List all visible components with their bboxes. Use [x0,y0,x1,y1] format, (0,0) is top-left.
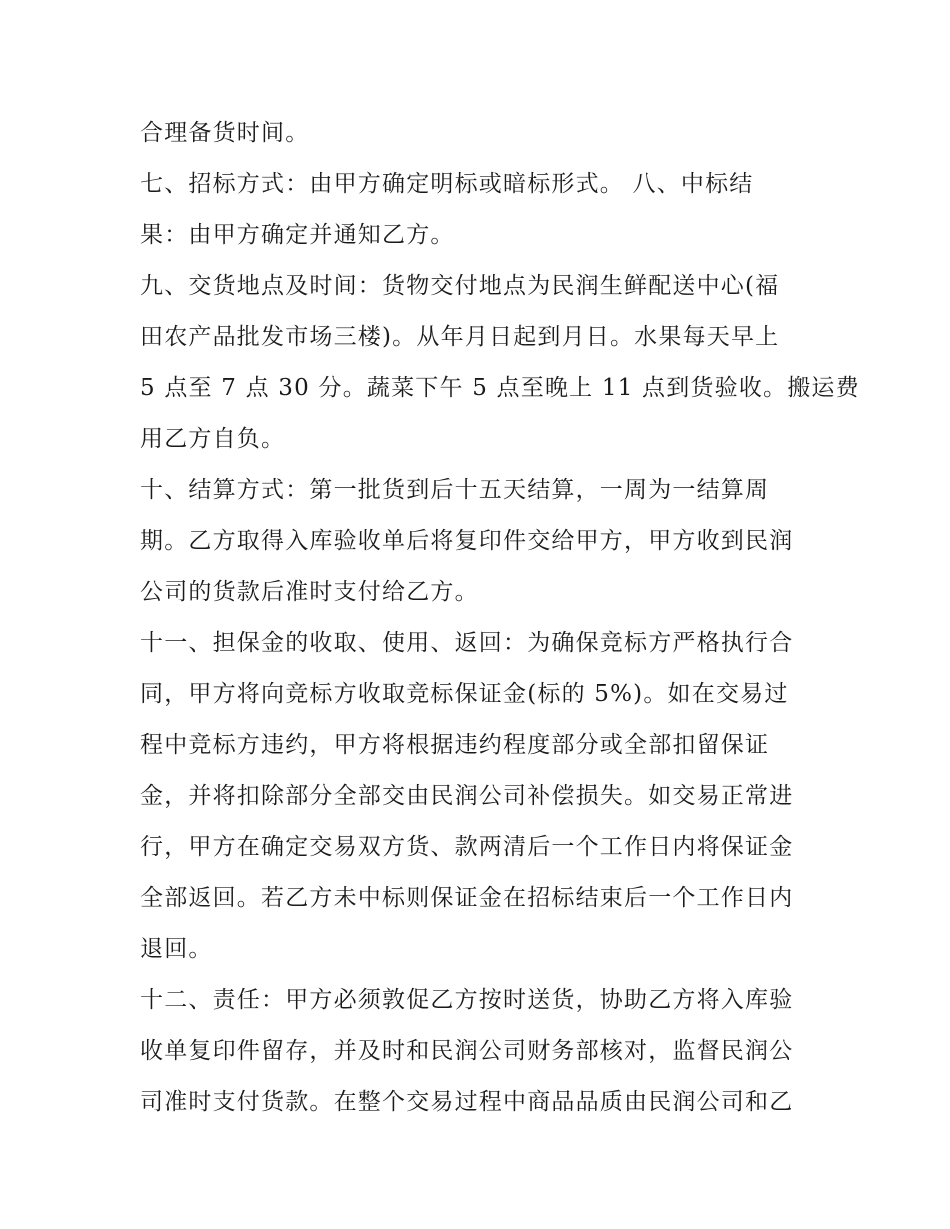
text-line: 司准时支付货款。在整个交易过程中商品品质由民润公司和乙 [140,1089,794,1115]
text-line: 行，甲方在确定交易双方货、款两清后一个工作日内将保证金 [140,834,794,860]
text-line: 田农产品批发市场三楼)。从年月日起到月日。水果每天早上 [140,324,780,350]
text-line: 十二、责任：甲方必须敦促乙方按时送货，协助乙方将入库验 [140,987,794,1013]
text-line: 程中竞标方违约，甲方将根据违约程度部分或全部扣留保证 [140,732,770,758]
text-line: 退回。 [140,936,213,962]
text-line: 期。乙方取得入库验收单后将复印件交给甲方，甲方收到民润 [140,528,794,554]
text-line: 合理备货时间。 [140,120,310,146]
text-line: 收单复印件留存，并及时和民润公司财务部核对，监督民润公 [140,1038,794,1064]
text-line: 七、招标方式：由甲方确定明标或暗标形式。 八、中标结 [140,171,754,197]
document-page [140,108,860,1128]
text-line: 5 点至 7 点 30 分。蔬菜下午 5 点至晚上 11 点到货验收。搬运费 [140,375,860,401]
text-line: 公司的货款后准时支付给乙方。 [140,579,479,605]
text-line: 用乙方自负。 [140,426,286,452]
text-line: 金，并将扣除部分全部交由民润公司补偿损失。如交易正常进 [140,783,794,809]
text-line: 全部返回。若乙方未中标则保证金在招标结束后一个工作日内 [140,885,794,911]
text-line: 十一、担保金的收取、使用、返回：为确保竞标方严格执行合 [140,630,794,656]
text-line: 同，甲方将向竞标方收取竞标保证金(标的 5%)。如在交易过 [140,681,789,707]
text-line: 果：由甲方确定并通知乙方。 [140,222,455,248]
text-line: 十、结算方式：第一批货到后十五天结算，一周为一结算周 [140,477,770,503]
text-line: 九、交货地点及时间：货物交付地点为民润生鲜配送中心(福 [140,273,780,299]
